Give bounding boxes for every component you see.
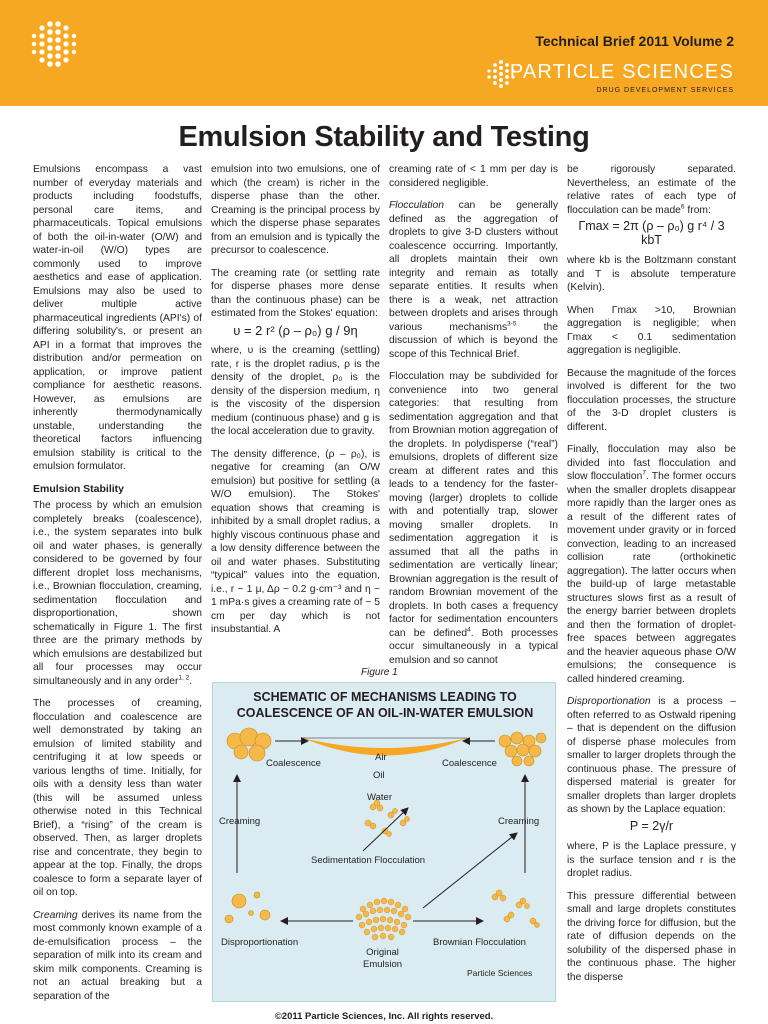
water-label: Water	[367, 792, 392, 803]
paragraph: Because the magnitude of the forces involved is different for the two flocculation processes, the structure of the 3-D droplet clusters is different.	[567, 367, 736, 433]
disproportionation-label: Disproportionation	[221, 937, 299, 948]
paragraph: emulsion into two emulsions, one of which (the cream) is richer in the disperse phase than the other. Creaming is the principal process by which the disperse phase separates from an emulsion and is typically the precursor to coalescence.	[211, 164, 380, 256]
paragraph: When Γmax >10, Brownian aggregation is negligible; when Γmax < 0.1 sedimentation aggregation is negligible.	[567, 304, 736, 356]
company-tagline: DRUG DEVELOPMENT SERVICES	[596, 87, 734, 94]
flocculated-droplets	[365, 800, 410, 837]
oil-label: Oil	[373, 770, 385, 781]
technical-brief-label: Technical Brief 2011 Volume 2	[535, 33, 734, 49]
paragraph: The density difference, (ρ – ρ₀), is negative for creaming (an O/W emulsion) but positive for settling (a W/O emulsion). The Stokes' equation shows that creaming is inhibited by a small droplet radius, a highly viscous continuous phase and a low density difference between the oil and water phases. Substituting “typical” values into the equation, i.e., r ~ 1 μ, Δρ ~ 0.2 g·cm⁻³ and η ~ 1 mPa·s gives a creaming rate of ~ 5 cm per day which is not insubstantial. A	[211, 448, 380, 635]
section-heading: Emulsion Stability	[33, 482, 125, 495]
figure-1	[212, 682, 556, 1002]
column-2	[211, 163, 380, 646]
paragraph: Creaming derives its name from the most commonly known example of a de-emulsification process – the separation of milk into its cream and skim milk components. Creaming is not an actual breaking but a separation of the	[33, 909, 202, 1002]
column-3	[389, 163, 558, 676]
dots-logo-icon	[26, 16, 82, 72]
paragraph: where kb is the Boltzmann constant and T is absolute temperature (Kelvin).	[567, 255, 736, 293]
column-4	[567, 163, 736, 993]
paragraph: The processes of creaming, flocculation and coalescence are well demonstrated by taking an emulsion of limited stability and centrifuging it at low speeds or various lengths of time. Initially, for oils with a density less than water (this will be assumed unless otherwise noted in this Technical Brief), a “rising” of the cream is observed. Then, as larger droplets rise and concentrate, they begin to appear at the top. Finally, the drops coalesce to form a separate layer of oil on top.	[33, 698, 202, 898]
air-label: Air	[375, 752, 387, 763]
company-name: PARTICLE SCIENCES	[509, 61, 734, 83]
paragraph: Emulsions encompass a vast number of everyday materials and products including foodstuffs, personal care items, and pharmaceuticals. Topical emulsions of both the oil-in-water (O/W) and water-in-oil (W/O) types are commonly used to improve aesthetics and ease of application. Emulsions may also be used to deliver multiple active pharmaceutical ingredients (API's) of differing solubility's, or present an API in a format that improves the distribution and/or permeation on application, or improve patient compliance for aesthetic reasons. However, as emulsions are inherently thermodynamically unstable, understanding the theoretical factors influencing emulsion stability is critical to the emulsion formulator.	[33, 164, 202, 472]
company-logo	[484, 56, 734, 96]
coalescence-left-label: Coalescence	[266, 758, 321, 769]
coalescing-droplets-right	[499, 732, 546, 766]
creaming-left-label: Creaming	[219, 816, 261, 827]
paragraph: where, P is the Laplace pressure, γ is the surface tension and r is the droplet radius.	[567, 841, 736, 879]
sedimentation-flocculation-label: Sedimentation Flocculation	[311, 855, 426, 866]
paragraph: This pressure differential between small and large droplets constitutes the driving force for diffusion, but the rate of diffusion depends on the solubility of the dispersed phase in the continuous phase. The higher the disperse	[567, 890, 736, 983]
paragraph: Finally, flocculation may also be divided into fast flocculation and slow flocculation$^7$. The former occurs when the smaller droplets disappear more rapidly than the larger ones as a result of the different rates of movement under gravity or in forced convection, leading to an increased collision rate (orthokinetic aggregation). The latter occurs when the build-up of large metastable structures slows first as a result of the energy barrier between droplets and then the formation of droplet-free spaces between aggregates and the heavier aqueous phase O/W emulsions; the consequence is called hindered creaming.	[567, 444, 736, 685]
page-title: Emulsion Stability and Testing	[178, 121, 590, 153]
paragraph: be rigorously separated. Nevertheless, an estimate of the relative rates of each type of flocculation can be made$^6$ from:	[567, 164, 736, 216]
paragraph: where, υ is the creaming (settling) rate, r is the droplet radius, ρ is the density of the droplet, ρ₀ is the density of the dispersion medium, η is the viscosity of the dispersion medium (continuous phase) and g is the local acceleration due to gravity.	[211, 345, 380, 437]
copyright-footer: ©2011 Particle Sciences, Inc. All rights reserved.	[274, 1011, 494, 1022]
figure-label: Figure 1	[361, 667, 398, 678]
coalescing-droplets-left	[227, 728, 271, 761]
creaming-right-label: Creaming	[498, 816, 540, 827]
paragraph: The creaming rate (or settling rate for disperse phases more dense than the continuous phase) can be estimated from the Stokes' equation:	[211, 267, 380, 319]
coalescence-right-label: Coalescence	[442, 758, 497, 769]
brownian-flocculation-label: Brownian Flocculation	[433, 937, 526, 948]
stokes-equation: υ = 2 r² (ρ – ρ₀) g / 9η	[233, 322, 358, 338]
brownian-droplets	[492, 890, 540, 928]
paragraph: The process by which an emulsion completely breaks (coalescence), i.e., the system separates into bulk oil and water phases, is generally considered to be governed by four different droplet loss mechanisms, i.e., Brownian flocculation, creaming, sedimentation flocculation and disproportionation, shown schematically in Figure 1. The first three are the primary methods by which emulsions are destabilized but all four processes may occur simultaneously and in any order$^{1, 2}$.	[33, 500, 202, 687]
figure-credit: Particle Sciences	[467, 968, 533, 978]
flocculation-equation: Γmax = 2π (ρ – ρ₀) g r⁴ / 3 kbT	[578, 219, 725, 247]
paragraph: Disproportionation is a process – often referred to as Ostwald ripening – that is dependent on the diffusion of disperse phase molecules from smaller to larger droplets through the continuous phase. The pressure of dispersed material is greater for smaller droplets than larger droplets as shown by the Laplace equation:	[567, 696, 736, 815]
original-emulsion-droplets	[356, 898, 411, 940]
figure-title: SCHEMATIC OF MECHANISMS LEADING TO COALESCENCE OF AN OIL-IN-WATER EMULSION	[236, 690, 534, 720]
paragraph: Flocculation may be subdivided for convenience into two general categories: that resulting from sedimentation aggregation and that from Brownian motion aggregation of the droplets. In polydisperse (“real”) emulsions, droplets of different size cream at different rates and this leads to a tendency for the faster-moving (larger) droplets to collide with and potentially trap, slower moving smaller droplets. In sedimentation aggregation it is assumed that all the paths in sedimentation are vertically linear; Brownian aggregation is the result of random Brownian movement of the droplets. In both cases a frequency factor for sedimentation encounters can be defined$^4$. Both processes occur simultaneously in a typical emulsion and so cannot	[389, 371, 558, 666]
original-emulsion-label: Original Emulsion	[363, 947, 403, 970]
header-banner	[0, 0, 768, 106]
column-1	[33, 163, 202, 1012]
laplace-equation: P = 2γ/r	[629, 818, 674, 833]
disproportionation-droplets	[225, 892, 270, 923]
paragraph: Flocculation can be generally defined as the aggregation of droplets to give 3-D clusters without coalescence occurring. Importantly, all droplets maintain their own integrity and remain as totally separate entities. It results when there is a weak, net attraction between droplets and arises through various mechanisms$^{3-5}$ the discussion of which is beyond the scope of this Technical Brief.	[389, 200, 558, 360]
paragraph: creaming rate of < 1 mm per day is considered negligible.	[389, 164, 558, 189]
